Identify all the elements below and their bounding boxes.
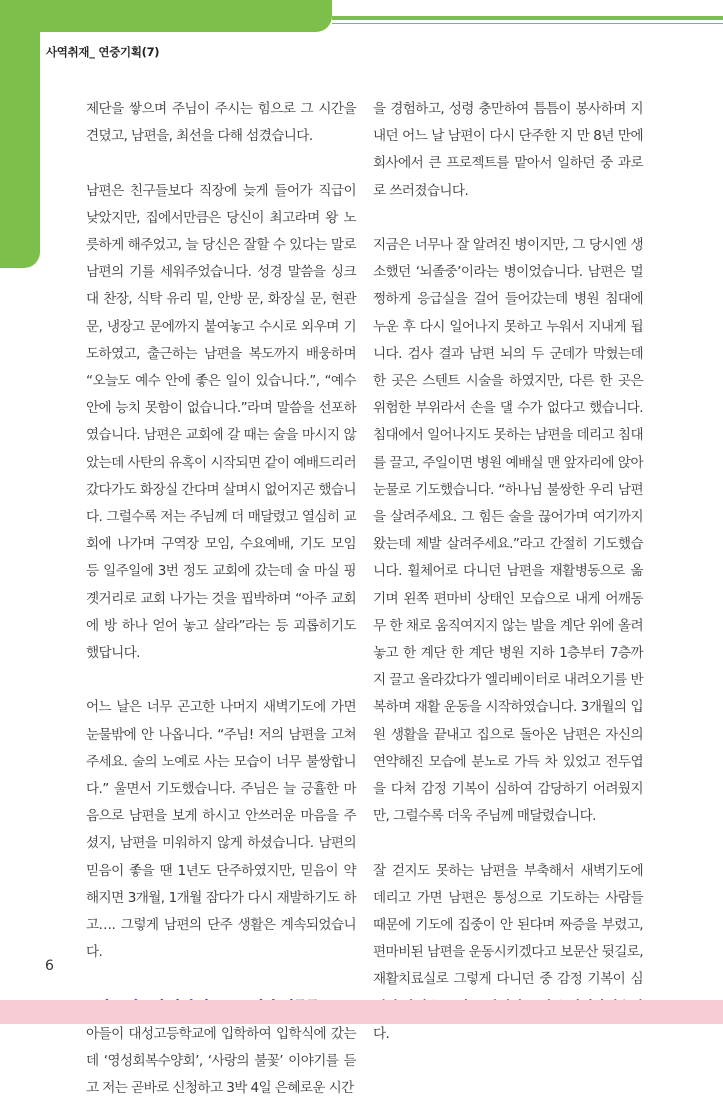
header-tab: [0, 0, 332, 32]
paragraph: 제단을 쌓으며 주님이 주시는 힘으로 그 시간을 견뎠고, 남편을, 최선을 다해 섬겼습니다.: [86, 101, 356, 145]
header-rule-thin: [332, 23, 723, 24]
paragraph: 어느 날은 너무 곤고한 나머지 새벽기도에 가면 눈물밖에 안 나옵니다. “주님! 저의 남편을 고쳐주세요. 술의 노예로 사는 모습이 너무 불쌍합니다.” 울면서 기도했습니다. 주님은 늘 긍휼한 마음으로 남편을 보게 하시고 안쓰러운 마음을 주셨지, 남편을 미워하지 않게 하셨습니다. 남편의 믿음이 좋을 땐 1년도 단주하였지만, 믿음이 약해지면 3개월, 1개월 잠다가 다시 재발하기도 하고…. 그렇게 남편의 단주 생활은 계속되었습니다.: [86, 699, 356, 961]
paragraph: 아들이 대성고등학교에 입학하여 입학식에 갔는데 ‘영성회복수양회’, ‘사랑의 불꽃’ 이야기를 듣고 저는 곧바로 신청하고 3박 4일 은혜로운 시간: [86, 1025, 356, 1097]
section-label: 사역취재_ 연중기획(7): [46, 45, 160, 59]
left-column: [86, 96, 356, 1102]
paragraph-gap: [373, 830, 643, 857]
paragraph: 남편은 친구들보다 직장에 늦게 들어가 직급이 낮았지만, 집에서만큼은 당신이 최고라며 왕 노릇하게 해주었고, 늘 당신은 잘할 수 있다는 말로 남편의 기를 세워주었습니다. 성경 말씀을 싱크대 찬장, 식탁 유리 밑, 안방 문, 화장실 문, 현관문, 냉장고 문에까지 붙여놓고 수시로 외우며 기도하였고, 출근하는 남편을 복도까지 배웅하며 “오늘도 예수 안에 좋은 일이 있습니다.”, “예수 안에 능치 못함이 없습니다.”라며 말씀을 선포하였습니다. 남편은 교회에 갈 때는 술을 마시지 않았는데 사탄의 유혹이 시작되면 같이 예배드리러 갔다가도 화장실 간다며 살며시 없어지곤 했습니다. 그럴수록 저는 주님께 더 매달렸고 열심히 교회에 나가며 구역장 모임, 수요예배, 기도 모임 등 일주일에 3번 정도 교회에 갔는데 술 마실 핑곗거리로 교회 나가는 것을 핍박하며 “아주 교회에 방 하나 얻어 놓고 살라”라는 등 괴롭히기도 했답니다.: [86, 182, 356, 662]
page-number: 6: [45, 958, 54, 974]
right-column: [373, 96, 643, 1048]
paragraph: 잘 걷지도 못하는 남편을 부축해서 새벽기도에 데리고 가면 남편은 통성으로 기도하는 사람들 때문에 기도에 집중이 안 된다며 짜증을 부렸고, 편마비된 남편을 운동시키겠다고 보문산 뒷길로, 재활치료실로 그렇게 다니던 중 감정 기복이 심 다.: [373, 862, 643, 1042]
paragraph: 을 경험하고, 성령 충만하여 틈틈이 봉사하며 지내던 어느 날 남편이 다시 단주한 지 만 8년 만에 회사에서 큰 프로젝트를 맡아서 일하던 중 과로로 쓰러졌습니다.: [373, 101, 643, 199]
paragraph-gap: [373, 205, 643, 232]
footer-band: [0, 1000, 723, 1024]
paragraph-gap: [86, 966, 356, 993]
paragraph: 지금은 너무나 잘 알려진 병이지만, 그 당시엔 생소했던 ‘뇌졸중’이라는 병이었습니다. 남편은 멀쩡하게 응급실을 걸어 들어갔는데 병원 침대에 누운 후 다시 일어나지 못하고 누워서 지내게 됩니다. 검사 결과 남편 뇌의 두 군데가 막혔는데 한 곳은 스텐트 시술을 하였지만, 다른 한 곳은 위험한 부위라서 손을 댈 수가 없다고 했습니다. 침대에서 일어나지도 못하는 남편을 데리고 침대를 끌고, 주일이면 병원 예배실 맨 앞자리에 앉아 눈물로 기도했습니다. “하나님 불쌍한 우리 남편을 살려주세요. 그 힘든 술을 끊어가며 여기까지 왔는데 제발 살려주세요.”라고 간절히 기도했습니다. 휠체어로 다니던 남편을 재활병동으로 옮기며 왼쪽 편마비 상태인 모습으로 내게 어깨동무 한 채로 움직여지지 않는 발을 계단 위에 올려놓고 한 계단 한 계단 병원 지하 1층부터 7층까지 끌고 올라갔다가 엘리베이터로 내려오기를 반복하며 재활 운동을 시작하였습니다. 3개월의 입원 생활을 끝내고 집으로 돌아온 남편은 자신의 연약해진 모습에 분노로 가득 차 있었고 전두엽을 다쳐 감정 기복이 심하여 감당하기 어려웠지만, 그럴수록 더욱 주님께 매달렸습니다.: [373, 237, 643, 825]
paragraph-gap: [86, 667, 356, 694]
side-bar-decoration: [0, 32, 40, 268]
header-rule-thick: [332, 16, 723, 20]
paragraph-gap: [86, 150, 356, 177]
